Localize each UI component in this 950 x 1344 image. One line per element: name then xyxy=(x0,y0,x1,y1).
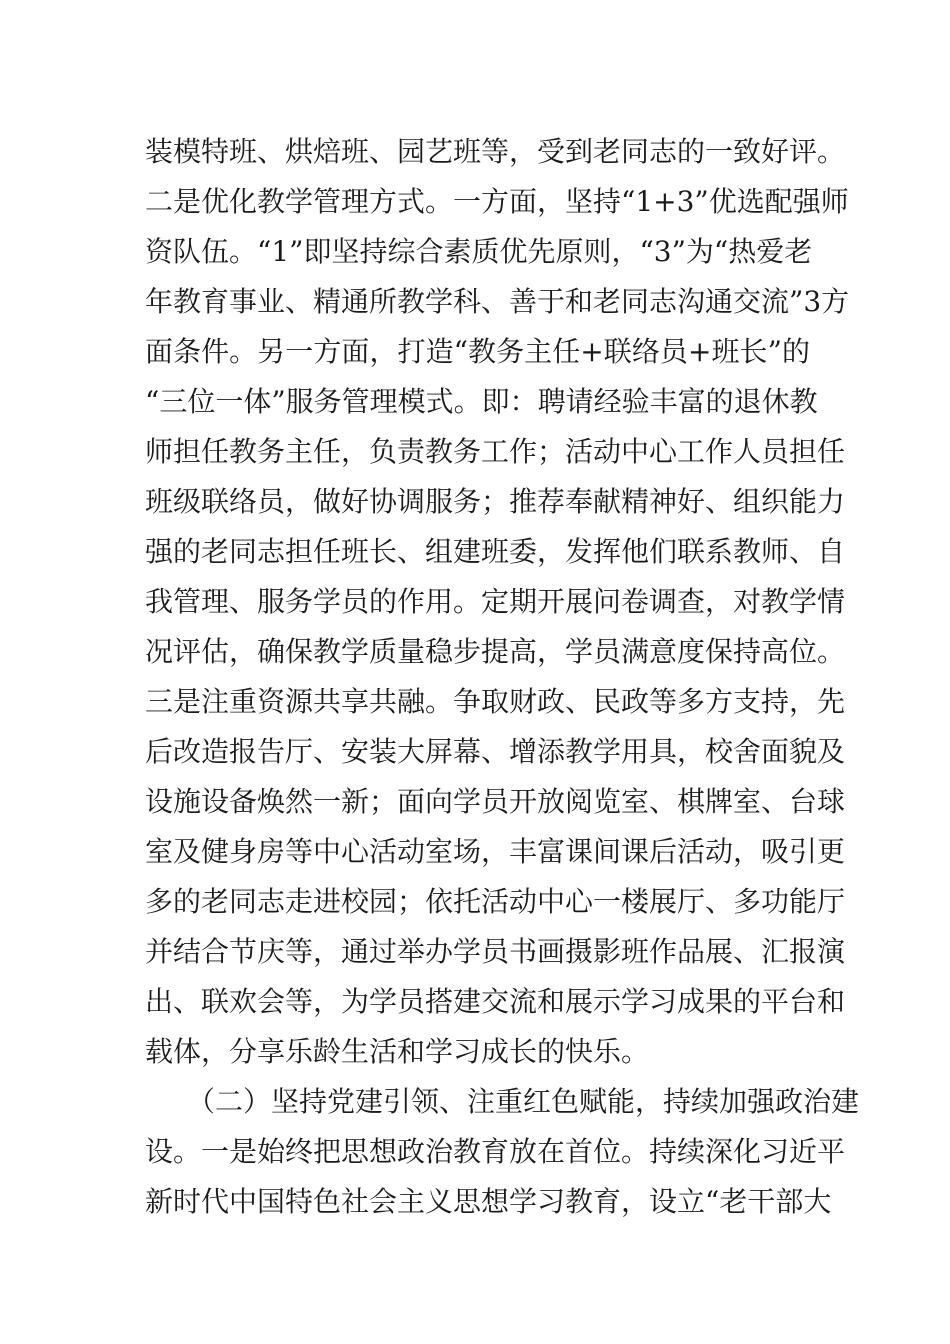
text-line: 多的老同志走进校园；依托活动中心一楼展厅、多功能厅 xyxy=(145,885,846,918)
text-line: 装模特班、烘焙班、园艺班等，受到老同志的一致好评。 xyxy=(145,135,846,168)
text-line: “三位一体”服务管理模式。即：聘请经验丰富的退休教 xyxy=(145,385,818,418)
text-line: 班级联络员，做好协调服务；推荐奉献精神好、组织能力 xyxy=(145,485,846,518)
text-line: 载体，分享乐龄生活和学习成长的快乐。 xyxy=(145,1035,650,1068)
text-line: 出、联欢会等，为学员搭建交流和展示学习成果的平台和 xyxy=(145,985,846,1018)
text-line: 强的老同志担任班长、组建班委，发挥他们联系教师、自 xyxy=(145,535,846,568)
text-line: 师担任教务主任，负责教务工作；活动中心工作人员担任 xyxy=(145,435,846,468)
text-line: 设施设备焕然一新；面向学员开放阅览室、棋牌室、台球 xyxy=(145,785,846,818)
text-line: 并结合节庆等，通过举办学员书画摄影班作品展、汇报演 xyxy=(145,935,846,968)
text-line: 设。一是始终把思想政治教育放在首位。持续深化习近平 xyxy=(145,1135,846,1168)
text-line: 面条件。另一方面，打造“教务主任+联络员+班长”的 xyxy=(145,335,810,368)
text-line: 后改造报告厅、安装大屏幕、增添教学用具，校舍面貌及 xyxy=(145,735,846,768)
text-line: 三是注重资源共享共融。争取财政、民政等多方支持，先 xyxy=(145,685,846,718)
text-line: 新时代中国特色社会主义思想学习教育，设立“老干部大 xyxy=(145,1185,832,1218)
text-line: 二是优化教学管理方式。一方面，坚持“1+3”优选配强师 xyxy=(145,185,849,218)
text-line: 年教育事业、精通所教学科、善于和老同志沟通交流”3方 xyxy=(145,285,850,318)
text-line: 况评估，确保教学质量稳步提高，学员满意度保持高位。 xyxy=(145,635,846,668)
text-line: 室及健身房等中心活动室场，丰富课间课后活动，吸引更 xyxy=(145,835,846,868)
text-line: 资队伍。“1”即坚持综合素质优先原则，“3”为“热爱老 xyxy=(145,235,813,268)
text-line: （二）坚持党建引领、注重红色赋能，持续加强政治建 xyxy=(145,1085,860,1118)
text-line: 我管理、服务学员的作用。定期开展问卷调查，对教学情 xyxy=(145,585,846,618)
body-text xyxy=(145,127,860,1227)
